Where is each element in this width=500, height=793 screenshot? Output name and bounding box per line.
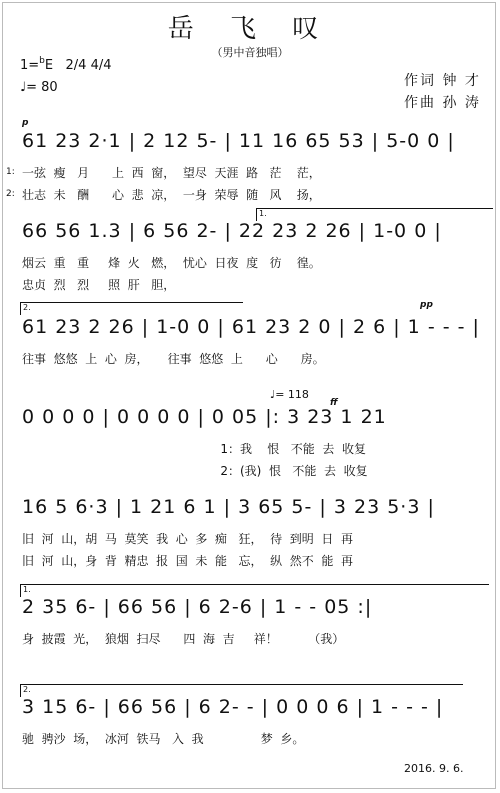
- lyric-line: [0, 530, 500, 552]
- lyric-line: [0, 164, 500, 186]
- lyric-line: [0, 462, 500, 484]
- notes: 66 56 1.3 | 6 56 2- | 22 23 2 26 | 1-0 0 |: [22, 220, 442, 242]
- notes: 3 15 6- | 66 56 | 6 2- - | 0 0 0 6 | 1 - - - |: [22, 696, 444, 718]
- composer-credit: 作曲 孙 涛: [404, 95, 481, 111]
- notes: 0 0 0 0 | 0 0 0 0 | 0 05 |: 3 23 1 21: [22, 406, 387, 428]
- tempo-value: = 80: [26, 80, 58, 95]
- lyric-line: [0, 186, 500, 208]
- volta-2-bracket-b: 2.: [20, 684, 463, 697]
- key-flat: b: [39, 56, 45, 66]
- composition-date: 2016. 9. 6.: [404, 762, 464, 775]
- music-system-5: [0, 490, 500, 574]
- lyric-line: [0, 254, 500, 276]
- lyric-line: [0, 350, 500, 372]
- lyric-text: 1：我 恨 不能 去 收复: [22, 442, 366, 456]
- notation-line: [0, 690, 500, 730]
- notes: 61 23 2 26 | 1-0 0 | 61 23 2 0 | 2 6 | 1 - - - |: [22, 316, 480, 338]
- lyric-line: [0, 552, 500, 574]
- lyric-line: [0, 276, 500, 298]
- key-signature: [20, 58, 112, 73]
- volta-1-bracket-b: 1.: [20, 584, 489, 597]
- lyric-text: 驰 骋沙 场， 冰河 铁马 入 我 梦 乡。: [22, 732, 305, 746]
- notes: 2 35 6- | 66 56 | 6 2-6 | 1 - - 05 :|: [22, 596, 373, 618]
- lyric-text: 旧 河 山，身 背 精忠 报 国 未 能 忘， 纵 然不 能 再: [22, 554, 353, 568]
- lyric-text: 身 披霞 光， 狼烟 扫尽 四 海 吉 祥！ （我）: [22, 632, 345, 646]
- notes: 61 23 2·1 | 2 12 5- | 11 16 65 53 | 5-0 0 |: [22, 130, 455, 152]
- notation-line: [0, 214, 500, 254]
- lyric-text: 一弦 瘦 月 上 西 窗， 望尽 天涯 路 茫 茫，: [22, 166, 321, 180]
- music-system-1: [0, 124, 500, 208]
- dynamic-ff: ff: [330, 398, 338, 408]
- verse-number: 2:: [6, 189, 15, 199]
- notation-line: [0, 310, 500, 350]
- lyric-text: 旧 河 山，胡 马 莫笑 我 心 多 痴 狂， 待 到明 日 再: [22, 532, 353, 546]
- music-system-7: [0, 690, 500, 752]
- verse-number: 1:: [6, 167, 15, 177]
- volta-1-bracket: 1.: [256, 208, 493, 221]
- volta-2-bracket: 2.: [20, 302, 243, 315]
- music-system-4: [0, 400, 500, 484]
- lyric-text: 烟云 重 重 烽 火 燃， 忧心 日夜 度 彷 徨。: [22, 256, 321, 270]
- lyricist-credit: 作词 钟 才: [404, 73, 481, 89]
- tempo-change: ♩= 118: [270, 388, 309, 401]
- music-system-2: [0, 214, 500, 298]
- music-system-6: [0, 590, 500, 652]
- notation-line: [0, 490, 500, 530]
- lyric-text: 2：(我) 恨 不能 去 收复: [22, 464, 368, 478]
- lyric-text: 忠贞 烈 烈 照 肝 胆，: [22, 278, 176, 292]
- quarter-note-icon: ♩: [20, 80, 27, 95]
- tempo-marking: [20, 80, 58, 95]
- time-signatures: 2/4 4/4: [65, 58, 112, 73]
- key-prefix: 1=: [20, 58, 40, 73]
- notation-line: [0, 590, 500, 630]
- lyric-text: 壮志 未 酬 心 悲 凉， 一身 荣辱 随 风 扬，: [22, 188, 321, 202]
- lyric-line: [0, 630, 500, 652]
- dynamic-p: p: [22, 118, 29, 128]
- key-tonic: E: [44, 58, 54, 73]
- song-title: 岳 飞 叹: [167, 14, 333, 44]
- notation-line: [0, 124, 500, 164]
- song-subtitle: （男中音独唱）: [211, 46, 289, 59]
- notes: 16 5 6·3 | 1 21 6 1 | 3 65 5- | 3 23 5·3 |: [22, 496, 435, 518]
- music-system-3: [0, 310, 500, 372]
- notation-line: [0, 400, 500, 440]
- lyric-line: [0, 730, 500, 752]
- dynamic-pp: pp: [420, 300, 433, 310]
- lyric-text: 往事 悠悠 上 心 房， 往事 悠悠 上 心 房。: [22, 352, 325, 366]
- lyric-line: [0, 440, 500, 462]
- page-frame: [2, 2, 496, 789]
